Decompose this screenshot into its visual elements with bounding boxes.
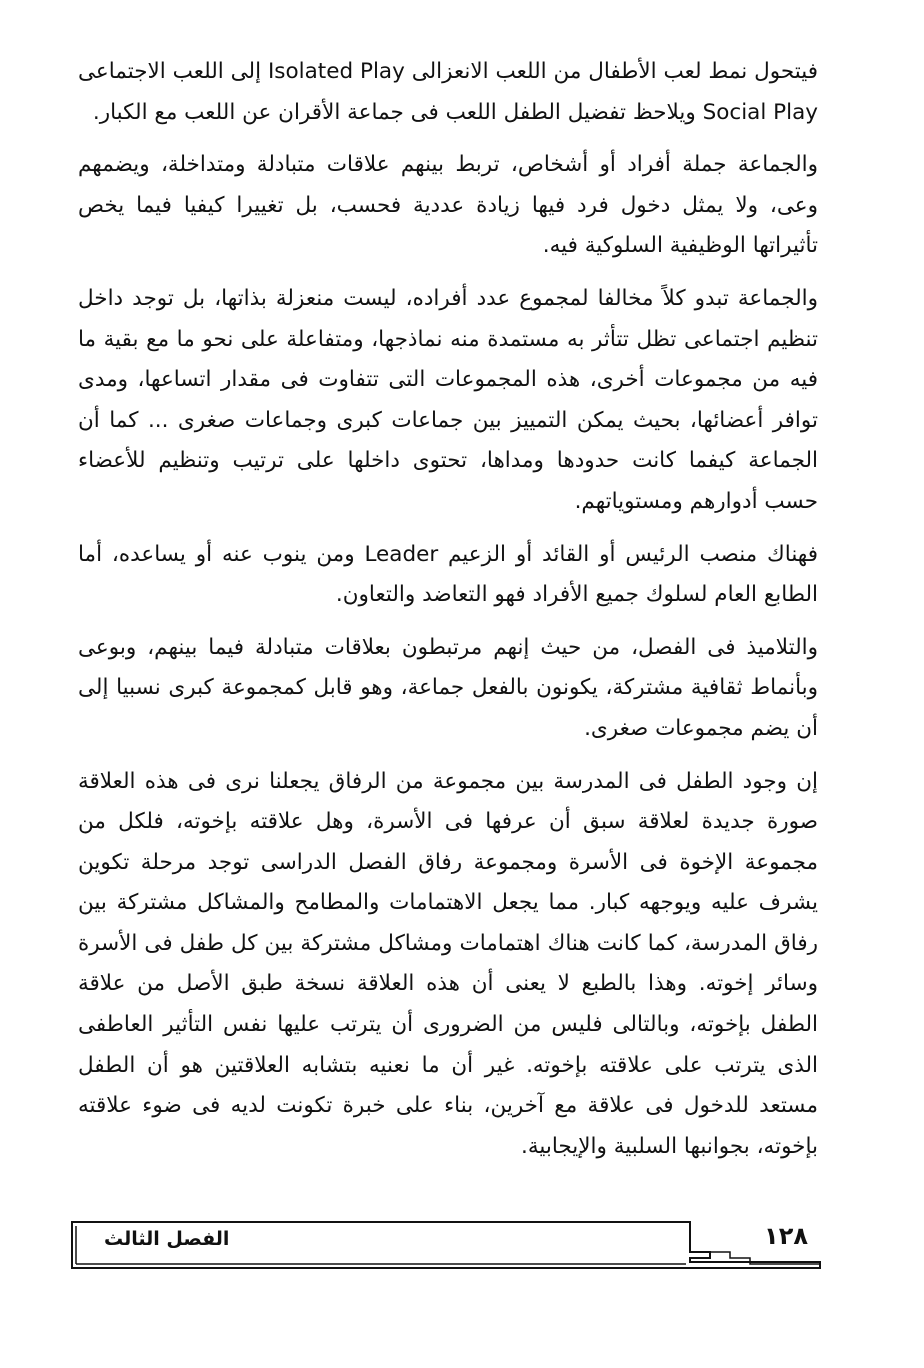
paragraph: فهناك منصب الرئيس أو القائد أو الزعيم Leader ومن ينوب عنه أو يساعده، أما الطابع العام لسلوك جميع الأفراد فهو التعاضد والتعاون. (78, 541, 818, 608)
chapter-label: الفصل الثالث (104, 1228, 230, 1250)
paragraph: والجماعة تبدو كلاً مخالفا لمجموع عدد أفراده، ليست منعزلة بذاتها، بل توجد داخل تنظيم اجتماعى تظل تتأثر به مستمدة منه نماذجها، ومتفاعلة على نحو ما مع بقية ما فيه من مجموعات أخرى، هذه المجموعات التى تتفاوت فى مقدار اتساعها، ومدى توافر أعضائها، بحيث يمكن التمييز بين جماعات كبرى وجماعات صغرى ... كما أن الجماعة كيفما كانت حدودها ومداها، تحتوى داخلها على ترتيب وتنظيم للأعضاء حسب أدوارهم ومستوياتهم. (78, 285, 818, 514)
paragraph: والجماعة جملة أفراد أو أشخاص، تربط بينهم علاقات متبادلة ومتداخلة، ويضمهم وعى، ولا يمثل دخول فرد فيها زيادة عددية فحسب، بل تغييرا كيفيا فيما يخص تأثيراتها الوظيفية السلوكية فيه. (78, 152, 818, 259)
page-footer (70, 1218, 822, 1270)
paragraph: والتلاميذ فى الفصل، من حيث إنهم مرتبطون بعلاقات متبادلة فيما بينهم، وبوعى وبأنماط ثقافية مشتركة، يكونون بالفعل جماعة، وهو قابل كمجموعة كبرى نسبيا إلى أن يضم مجموعات صغرى. (78, 634, 818, 741)
body-text (78, 52, 818, 1179)
paragraph: فيتحول نمط لعب الأطفال من اللعب الانعزالى Isolated Play إلى اللعب الاجتماعى Social Play ويلاحظ تفضيل الطفل اللعب فى جماعة الأقران عن اللعب مع الكبار. (78, 59, 818, 125)
paragraph: إن وجود الطفل فى المدرسة بين مجموعة من الرفاق يجعلنا نرى فى هذه العلاقة صورة جديدة لعلاقة سبق أن عرفها فى الأسرة، وهل علاقته بإخوته، فلكل من مجموعة الإخوة فى الأسرة ومجموعة رفاق الفصل الدراسى توجد مرحلة تكوين يشرف عليه ويوجهه كبار. مما يجعل الاهتمامات والمطامح والمشاكل مشتركة بين رفاق المدرسة، كما كانت هناك اهتمامات ومشاكل مشتركة بين كل طفل فى الأسرة وسائر إخوته. وهذا بالطبع لا يعنى أن هذه العلاقة نسخة طبق الأصل من علاقة الطفل بإخوته، وبالتالى فليس من الضرورى أن يترتب عليها نفس التأثير العاطفى الذى يترتب على علاقته بإخوته. غير أن ما نعنيه بتشابه العلاقتين هو أن الطفل مستعد للدخول فى علاقة مع آخرين، بناء على خبرة تكونت لديه فى ضوء علاقته بإخوته، بجوانبها السلبية والإيجابية. (78, 768, 818, 1159)
page-number: ١٢٨ (764, 1222, 808, 1250)
